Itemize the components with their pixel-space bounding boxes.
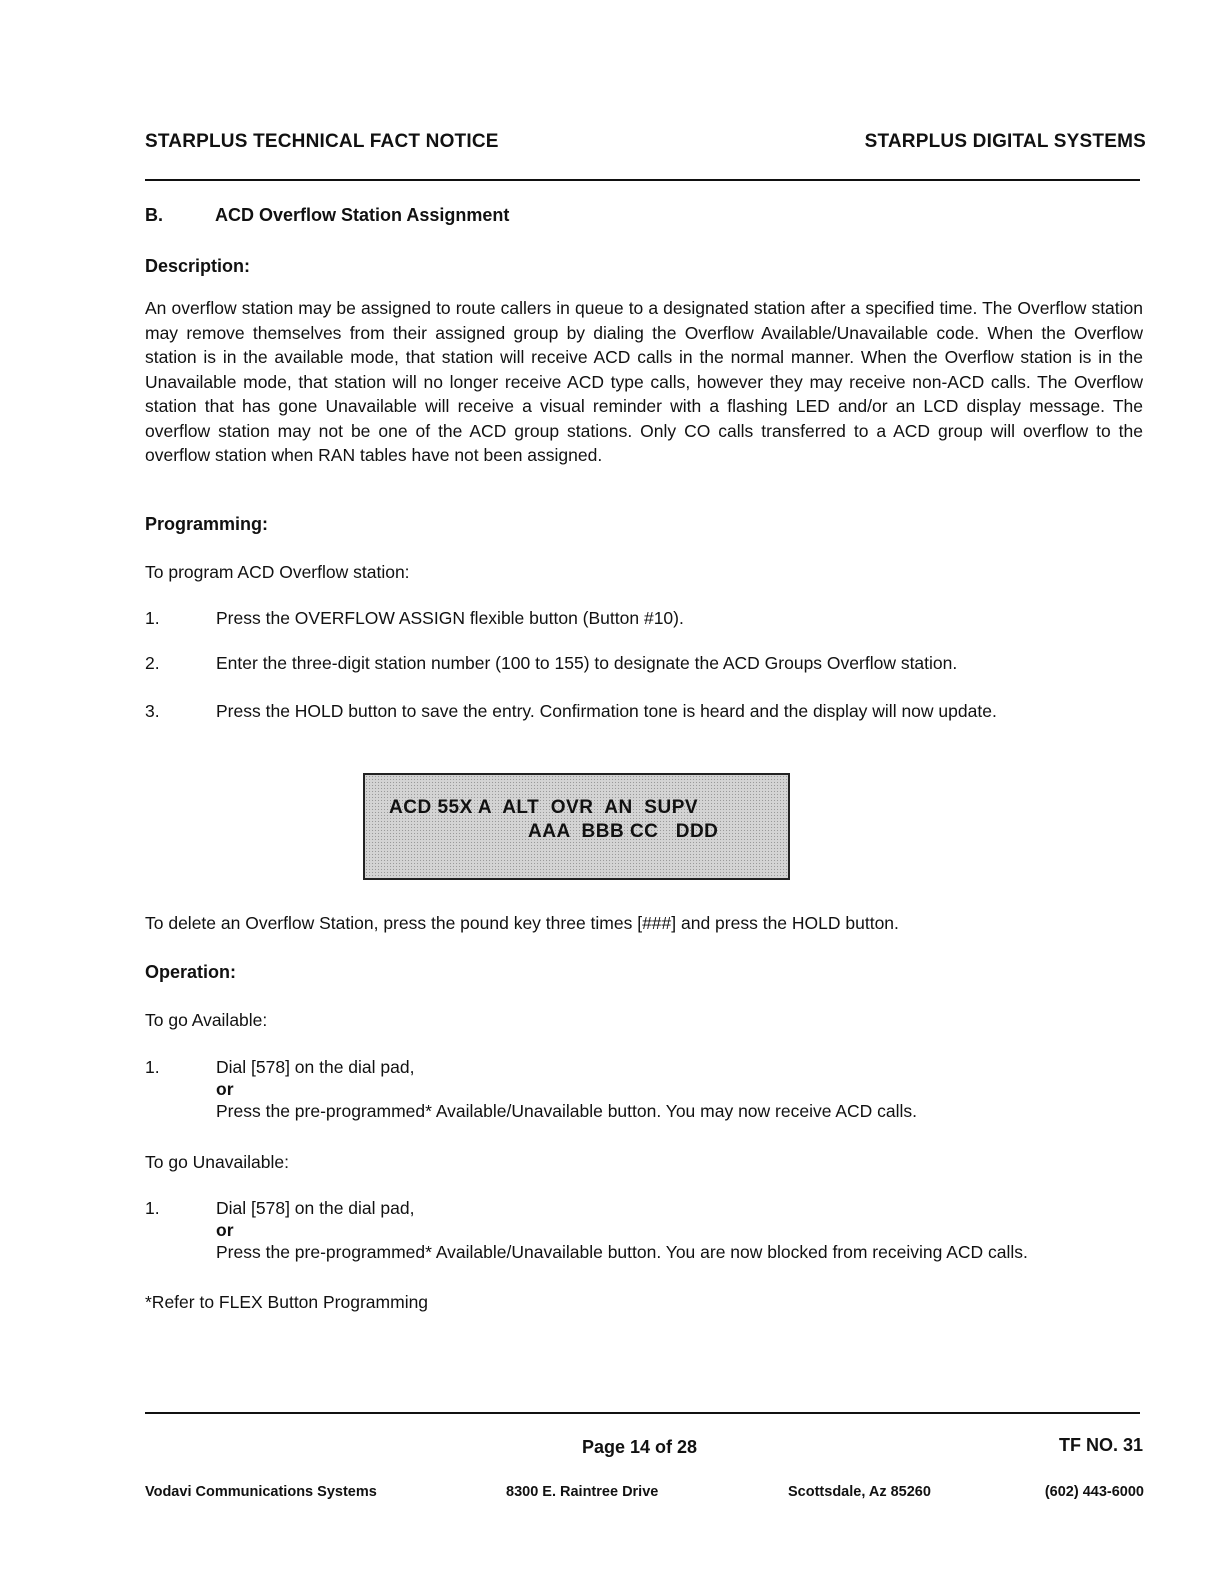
step-number: 2. (145, 653, 160, 673)
lcd-line-1: ACD 55X A ALT OVR AN SUPV (389, 797, 699, 818)
footer-company: Vodavi Communications Systems (145, 1484, 377, 1500)
description-paragraph: An overflow station may be assigned to route callers in queue to a designated station after a specified time. The Overflow station may remove themselves from their assigned group by dialing the Overflow Available/Unavailable code. When the Overflow station is in the available mode, that station will receive ACD calls in the normal manner. When the Overflow station is in the Unavailable mode, that station will no longer receive ACD type calls, however they may receive non-ACD calls. The Overflow station that has gone Unavailable will receive a visual reminder with a flashing LED and/or an LCD display message. The overflow station may not be one of the ACD group stations. Only CO calls transferred to a ACD group will overflow to the overflow station when RAN tables have not been assigned. (145, 298, 1143, 465)
page-number: Page 14 of 28 (582, 1437, 698, 1457)
dial-instruction: Dial [578] on the dial pad, (216, 1198, 415, 1218)
step-number: 1. (145, 1057, 160, 1077)
step-text: Enter the three-digit station number (100 to 155) to designate the ACD Groups Overflow station. (216, 653, 958, 673)
unavailable-intro: To go Unavailable: (145, 1152, 289, 1172)
button-instruction: Press the pre-programmed* Available/Unavailable button. You are now blocked from receiving ACD calls. (216, 1242, 1028, 1262)
footer-street: 8300 E. Raintree Drive (506, 1484, 659, 1500)
or-text: or (216, 1220, 234, 1240)
footer-city: Scottsdale, Az 85260 (788, 1484, 931, 1500)
delete-note: To delete an Overflow Station, press the pound key three times [###] and press the HOLD button. (145, 913, 899, 933)
step-text: Press the HOLD button to save the entry. Confirmation tone is heard and the display will now update. (216, 701, 997, 721)
section-letter: B. (145, 205, 163, 225)
header-left-title: STARPLUS TECHNICAL FACT NOTICE (145, 131, 499, 152)
button-instruction: Press the pre-programmed* Available/Unavailable button. You may now receive ACD calls. (216, 1101, 918, 1121)
header-rule (145, 179, 1140, 181)
or-text: or (216, 1079, 234, 1099)
programming-heading: Programming: (145, 514, 269, 534)
description-heading: Description: (145, 256, 251, 276)
operation-heading: Operation: (145, 962, 237, 982)
footnote: *Refer to FLEX Button Programming (145, 1292, 429, 1312)
step-body (216, 1056, 917, 1122)
step-body (216, 1197, 1028, 1263)
step-text: Press the OVERFLOW ASSIGN flexible button (Button #10). (216, 608, 684, 628)
programming-intro: To program ACD Overflow station: (145, 562, 410, 582)
available-intro: To go Available: (145, 1010, 268, 1030)
footer-phone: (602) 443-6000 (1044, 1484, 1144, 1500)
lcd-display (363, 773, 790, 880)
step-number: 3. (145, 701, 160, 721)
dial-instruction: Dial [578] on the dial pad, (216, 1057, 415, 1077)
tf-number: TF NO. 31 (1058, 1435, 1143, 1455)
header-right-title: STARPLUS DIGITAL SYSTEMS (864, 131, 1146, 152)
section-title-text: ACD Overflow Station Assignment (215, 205, 510, 225)
section-title (145, 205, 509, 226)
step-number: 1. (145, 1198, 160, 1218)
lcd-line-2: AAA BBB CC DDD (528, 821, 719, 842)
step-number: 1. (145, 608, 160, 628)
footer-rule (145, 1412, 1140, 1414)
